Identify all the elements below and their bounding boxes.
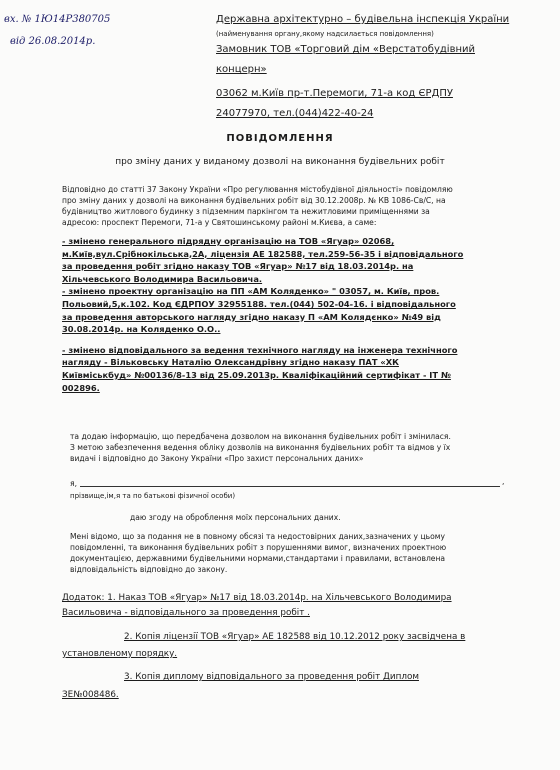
intro-paragraph	[62, 184, 453, 228]
intro-line: будівництво житлового будинку з підземним паркінгом та нежитловими приміщеннями за	[62, 207, 430, 216]
change-line: за проведення робіт згідно наказу ТОВ «Ягуар» №17 від 18.03.2014р. на	[62, 261, 414, 272]
change-line: 002896.	[62, 382, 100, 393]
authority-name: Державна архітектурно – будівельна інспекція України	[216, 14, 510, 25]
info-paragraph	[70, 431, 451, 464]
signature-prefix: я,	[70, 479, 77, 488]
change-line: - змінено проектну організацію на ПП «АМ Коляденко» " 03057, м. Київ, пров.	[62, 286, 440, 297]
info-line: та додаю інформацію, що передбачена дозволом на виконання будівельних робіт і змінилася.	[70, 432, 451, 441]
intro-line: адресою: проспект Перемоги, 71-а у Святошинському районі м.Києва, а саме:	[62, 218, 377, 227]
attachment-2-line-1: 2. Копія ліцензії ТОВ «Ягуар» АЕ 182588 від 10.12.2012 року засвідчена в	[124, 632, 466, 642]
attachment-3-line-2: ЗЕ№008486.	[62, 690, 119, 700]
customer-line-1: Замовник ТОВ «Торговий дім «Верстатобудівний	[216, 44, 475, 55]
change-line: Київміськбуд» №00136/8-13 від 25.09.2013р. Кваліфікаційний сертифікат - ІТ №	[62, 369, 451, 380]
intro-line: про зміну даних у дозволі на виконання будівельних робіт від 30.12.2008р. № КВ 1086-Св/С, на	[62, 196, 446, 205]
address-line-1: 03062 м.Київ пр-т.Перемоги, 71-а код ЄРДПУ	[216, 88, 453, 99]
attachment-1-line-1: Додаток: 1. Наказ ТОВ «Ягуар» №17 від 18.03.2014р. на Хільчевського Володимира	[62, 593, 452, 603]
info-line: видачі і відповідно до Закону України «Про захист персональних даних»	[70, 454, 364, 463]
signature-caption: прізвище,ім,я та по батькові фізичної особи)	[70, 492, 236, 500]
attachment-1-line-2: Васильовича - відповідального за проведення робіт .	[62, 608, 310, 618]
awareness-line: повідомленні, та виконання будівельних робіт з порушеннями вимог, визначених проектною	[70, 543, 447, 552]
document-subtitle: про зміну даних у виданому дозволі на виконання будівельних робіт	[115, 157, 445, 167]
change-line: за проведення авторського нагляду згідно наказу П «АМ Колядєнко» №49 від	[62, 311, 441, 322]
customer-line-2: концерн»	[216, 64, 267, 75]
info-line: З метою забезпечення ведення обліку дозволів на виконання будівельних робіт та відмов у їх	[70, 443, 451, 452]
awareness-line: Мені відомо, що за подання не в повному обсязі та недостовірних даних,зазначених у цьому	[70, 532, 445, 541]
authority-note: (найменування органу,якому надсилається повідомлення)	[216, 30, 434, 38]
awareness-line: документацією, державними будівельними нормами,стандартами і правилами, встановлена	[70, 554, 446, 563]
change-line: нагляду - Вільковську Наталію Олександрівну згідно наказу ПАТ «ХК	[62, 357, 399, 368]
address-line-2: 24077970, тел.(044)422-40-24	[216, 108, 374, 119]
change-line: Польовий,5,к.102. Код ЄДРПОУ 32955188. тел.(044) 502-04-16. і відповідального	[62, 298, 456, 309]
document-title: ПОВІДОМЛЕННЯ	[226, 133, 334, 144]
consent-text: даю згоду на оброблення моїх персональних даних.	[130, 513, 341, 522]
signature-suffix: ,	[502, 477, 505, 486]
registration-number: вх. № 1Ю14Р380705	[4, 14, 111, 25]
signature-line	[80, 486, 500, 487]
change-line: - змінено генерального підрядну організацію на ТОВ «Ягуар» 02068,	[62, 236, 395, 246]
changes-block	[62, 235, 463, 394]
change-line: 30.08.2014р. на Коляденко О.О..	[62, 324, 221, 335]
registration-date: від 26.08.2014р.	[10, 36, 96, 47]
attachment-2-line-2: установленому порядку.	[62, 649, 178, 659]
intro-line: Відповідно до статті 37 Закону України «Про регулювання містобудівної діяльності» повідомляю	[62, 185, 453, 194]
awareness-line: відповідальність відповідно до закону.	[70, 565, 228, 574]
attachment-3-line-1: 3. Копія диплому відповідального за проведення робіт Диплом	[124, 672, 419, 682]
change-line: - змінено відповідального за ведення технічного нагляду на інженера технічного	[62, 344, 458, 355]
awareness-paragraph	[70, 531, 446, 575]
change-line: Хільчевського Володимира Васильовича.	[62, 273, 263, 284]
change-line: м.Київ,вул.Срібнокільська,2А, ліцензія АЕ 182588, тел.259-56-35 і відповідального	[62, 248, 464, 259]
